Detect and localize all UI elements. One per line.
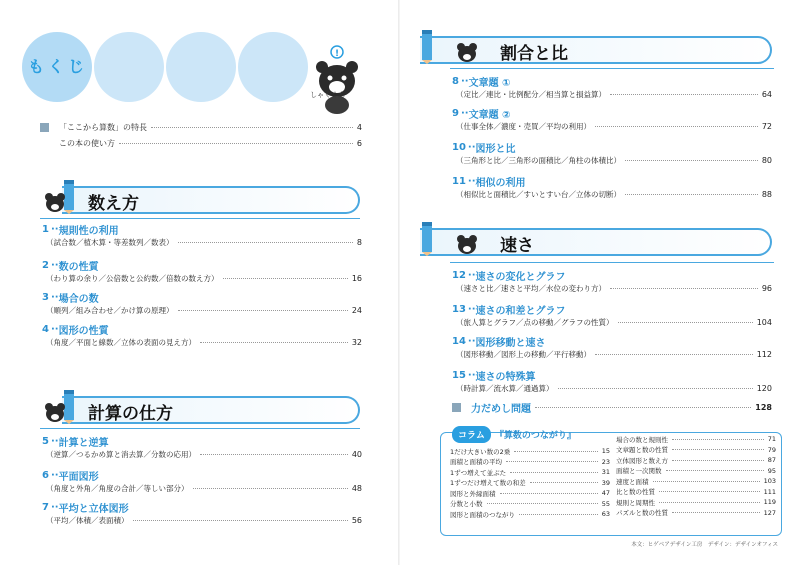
column-item[interactable]: 分数と小数 55 bbox=[450, 499, 610, 509]
chapter-title: 図形移動と速さ bbox=[475, 337, 546, 349]
page-number: 32 bbox=[351, 337, 362, 347]
toc-item[interactable]: 1 ·· 規則性の利用 （試合数／植木算・等差数列／数表） 8 bbox=[42, 223, 362, 247]
chapter-topics: （旅人算とグラフ／点の移動／グラフの性質） bbox=[456, 317, 614, 327]
divider bbox=[450, 68, 774, 69]
column-item[interactable]: 1ずつだけ増えて数の和差 39 bbox=[450, 478, 610, 488]
page-number: 8 bbox=[356, 237, 362, 247]
column-list-right bbox=[616, 434, 776, 518]
bear-head-icon bbox=[44, 192, 66, 212]
chapter-topics: （平均／体積／表面積） bbox=[46, 515, 129, 525]
divider bbox=[40, 428, 360, 429]
column-item[interactable]: 比と数の性質 111 bbox=[616, 487, 776, 497]
chapter-title: 図形と比 bbox=[475, 143, 516, 155]
column-title: 『算数のつながり』 bbox=[494, 430, 576, 441]
toc-item[interactable]: 8 ·· 文章題 ① （定比／連比・比例配分／相当算と損益算） 64 bbox=[452, 75, 772, 99]
title-circle bbox=[94, 32, 164, 102]
chapter-number: 4 bbox=[42, 323, 49, 335]
chapter-number: 10 bbox=[452, 141, 466, 153]
toc-item[interactable]: 10 ·· 図形と比 （三角形と比／三角形の面積比／角柱の体積比） 80 bbox=[452, 141, 772, 165]
page-number: 104 bbox=[756, 317, 772, 327]
chapter-title: 数の性質 bbox=[58, 261, 99, 273]
section-header bbox=[42, 180, 360, 214]
page-number: 24 bbox=[351, 305, 362, 315]
section-title: 計算の仕方 bbox=[88, 404, 173, 424]
chapter-title: 力だめし問題 bbox=[471, 403, 531, 415]
page-number: 40 bbox=[351, 449, 362, 459]
leader-dots bbox=[119, 143, 353, 144]
intro-label: 「ここから算数」の特長 bbox=[59, 122, 147, 132]
column-tag: コラム bbox=[452, 426, 491, 443]
column-item[interactable]: 1ずつ増えて並ぶた 31 bbox=[450, 468, 610, 477]
section-header bbox=[42, 390, 360, 424]
pencil-icon bbox=[420, 30, 434, 64]
column-item[interactable]: 図形と面積のつながり 63 bbox=[450, 510, 610, 519]
chapter-title: 文章題 ② bbox=[468, 109, 511, 121]
chapter-number: 1 bbox=[42, 223, 49, 235]
mascot-label: しゃくくん bbox=[310, 91, 345, 99]
title-char: じ bbox=[68, 57, 85, 76]
chapter-title: 場合の数 bbox=[58, 293, 99, 305]
page-number: 120 bbox=[756, 383, 772, 393]
pencil-icon bbox=[420, 222, 434, 256]
chapter-title: 規則性の利用 bbox=[58, 225, 119, 237]
chapter-topics: （逆算／つるかめ算と消去算／分数の応用） bbox=[46, 449, 196, 459]
page-number: 56 bbox=[351, 515, 362, 525]
page-number: 112 bbox=[756, 349, 772, 359]
toc-item[interactable]: 5 ·· 計算と逆算 （逆算／つるかめ算と消去算／分数の応用） 40 bbox=[42, 435, 362, 459]
chapter-number: 2 bbox=[42, 259, 49, 271]
section-title: 数え方 bbox=[88, 194, 139, 214]
page-number: 88 bbox=[761, 189, 772, 199]
chapter-number: 11 bbox=[452, 175, 466, 187]
column-box bbox=[440, 426, 782, 534]
section-title: 割合と比 bbox=[500, 44, 568, 64]
chapter-number: 15 bbox=[452, 369, 466, 381]
chapter-number: 7 bbox=[42, 501, 49, 513]
intro-row[interactable] bbox=[40, 136, 362, 150]
column-item[interactable]: 図形と外縁面積 47 bbox=[450, 489, 610, 498]
toc-item[interactable]: 7 ·· 平均と立体図形 （平均／体積／表面積） 56 bbox=[42, 501, 362, 525]
svg-text:!: ! bbox=[334, 49, 340, 59]
column-item[interactable]: 規則と周期性 119 bbox=[616, 498, 776, 507]
column-item[interactable]: パズルと数の性質 127 bbox=[616, 508, 776, 518]
chapter-topics: （角度／平面と線数／立体の表面の見え方） bbox=[46, 337, 196, 347]
chapter-title: 平均と立体図形 bbox=[58, 503, 129, 515]
page-number: 4 bbox=[356, 122, 362, 132]
toc-item[interactable]: 12 ·· 速さの変化とグラフ （速さと比／速さと平均／水位の変わり方） 96 bbox=[452, 269, 772, 293]
chapter-title: 速さの特殊算 bbox=[475, 371, 536, 383]
toc-item[interactable]: 11 ·· 相似の利用 （相似比と面積比／すいとすい台／立体の切断） 88 bbox=[452, 175, 772, 199]
chapter-topics: （三角形と比／三角形の面積比／角柱の体積比） bbox=[456, 155, 621, 165]
chapter-topics: （試合数／植木算・等差数列／数表） bbox=[46, 237, 174, 247]
page-number: 80 bbox=[761, 155, 772, 165]
page-number: 6 bbox=[356, 138, 362, 148]
page-number: 96 bbox=[761, 283, 772, 293]
toc-title bbox=[22, 32, 352, 106]
title-circle bbox=[166, 32, 236, 102]
chapter-title: 平面図形 bbox=[58, 471, 99, 483]
column-item[interactable]: 場合の数と規則性 71 bbox=[616, 435, 776, 444]
section-title: 速さ bbox=[500, 236, 534, 256]
bear-head-icon bbox=[456, 234, 478, 254]
toc-item[interactable]: 6 ·· 平面図形 （角度と外角／角度の合計／等しい部分） 48 bbox=[42, 469, 362, 493]
chapter-number: 14 bbox=[452, 335, 466, 347]
section-header bbox=[400, 30, 772, 64]
title-char: く bbox=[48, 57, 65, 76]
column-item[interactable]: 1だけ大きい数の2乗 15 bbox=[450, 447, 610, 456]
toc-item[interactable]: 4 ·· 図形の性質 （角度／平面と線数／立体の表面の見え方） 32 bbox=[42, 323, 362, 347]
page-number: 72 bbox=[761, 121, 772, 131]
toc-item[interactable]: 15 ·· 速さの特殊算 （時計算／流水算／通過算） 120 bbox=[452, 369, 772, 393]
chapter-topics: （わり算の余り／公倍数と公約数／倍数の数え方） bbox=[46, 273, 219, 283]
toc-item[interactable]: 2 ·· 数の性質 （わり算の余り／公倍数と公約数／倍数の数え方） 16 bbox=[42, 259, 362, 283]
toc-item-extra[interactable] bbox=[452, 400, 772, 414]
chapter-topics: （順列／組み合わせ／かけ算の原理） bbox=[46, 305, 174, 315]
column-item[interactable]: 文章題と数の性質 79 bbox=[616, 445, 776, 455]
page-number: 16 bbox=[351, 273, 362, 283]
toc-item[interactable]: 14 ·· 図形移動と速さ （図形移動／図形上の移動／平行移動） 112 bbox=[452, 335, 772, 359]
chapter-title: 相似の利用 bbox=[475, 177, 526, 189]
column-item[interactable]: 速度と面積 103 bbox=[616, 477, 776, 486]
credit-line: 本文：ヒゲベアデザイン工房 デザイン：デザインオフィス bbox=[631, 542, 778, 548]
column-item[interactable]: 面積と面積の平均 23 bbox=[450, 457, 610, 467]
divider bbox=[40, 218, 360, 219]
chapter-topics: （図形移動／図形上の移動／平行移動） bbox=[456, 349, 591, 359]
bear-head-icon bbox=[456, 42, 478, 62]
chapter-title: 計算と逆算 bbox=[58, 437, 109, 449]
chapter-number: 5 bbox=[42, 435, 49, 447]
title-circle bbox=[238, 32, 308, 102]
chapter-number: 12 bbox=[452, 269, 466, 281]
intro-row[interactable] bbox=[40, 120, 362, 134]
chapter-number: 13 bbox=[452, 303, 466, 315]
intro-label: この本の使い方 bbox=[59, 138, 115, 148]
page-number: 64 bbox=[761, 89, 772, 99]
toc-item[interactable]: 13 ·· 速さの和差とグラフ （旅人算とグラフ／点の移動／グラフの性質） 104 bbox=[452, 303, 772, 327]
chapter-topics: （角度と外角／角度の合計／等しい部分） bbox=[46, 483, 189, 493]
chapter-title: 図形の性質 bbox=[58, 325, 109, 337]
chapter-topics: （仕事全体／濃度・売買／平均の利用） bbox=[456, 121, 591, 131]
chapter-number: 9 bbox=[452, 107, 459, 119]
chapter-number: 8 bbox=[452, 75, 459, 87]
section-header bbox=[400, 222, 772, 256]
bear-head-icon bbox=[44, 402, 66, 422]
chapter-topics: （時計算／流水算／通過算） bbox=[456, 383, 554, 393]
chapter-topics: （速さと比／速さと平均／水位の変わり方） bbox=[456, 283, 606, 293]
chapter-topics: （定比／連比・比例配分／相当算と損益算） bbox=[456, 89, 606, 99]
page-number: 128 bbox=[755, 402, 772, 412]
column-header bbox=[452, 426, 576, 442]
chapter-topics: （相似比と面積比／すいとすい台／立体の切断） bbox=[456, 189, 621, 199]
column-item[interactable]: 面積と一次関数 95 bbox=[616, 466, 776, 476]
page-number: 48 bbox=[351, 483, 362, 493]
chapter-title: 速さの変化とグラフ bbox=[475, 271, 566, 283]
chapter-number: 3 bbox=[42, 291, 49, 303]
column-list-left bbox=[450, 446, 610, 520]
square-bullet-icon bbox=[40, 123, 49, 132]
divider bbox=[450, 262, 774, 263]
chapter-title: 文章題 ① bbox=[468, 77, 511, 89]
toc-item[interactable]: 9 ·· 文章題 ② （仕事全体／濃度・売買／平均の利用） 72 bbox=[452, 107, 772, 131]
chapter-number: 6 bbox=[42, 469, 49, 481]
toc-item[interactable]: 3 ·· 場合の数 （順列／組み合わせ／かけ算の原理） 24 bbox=[42, 291, 362, 315]
bear-mascot-icon bbox=[312, 45, 362, 115]
square-bullet-icon bbox=[452, 403, 461, 412]
column-item[interactable]: 立体図形と数え方 87 bbox=[616, 456, 776, 465]
chapter-title: 速さの和差とグラフ bbox=[475, 305, 566, 317]
title-char: も bbox=[28, 57, 45, 76]
leader-dots bbox=[151, 127, 353, 128]
